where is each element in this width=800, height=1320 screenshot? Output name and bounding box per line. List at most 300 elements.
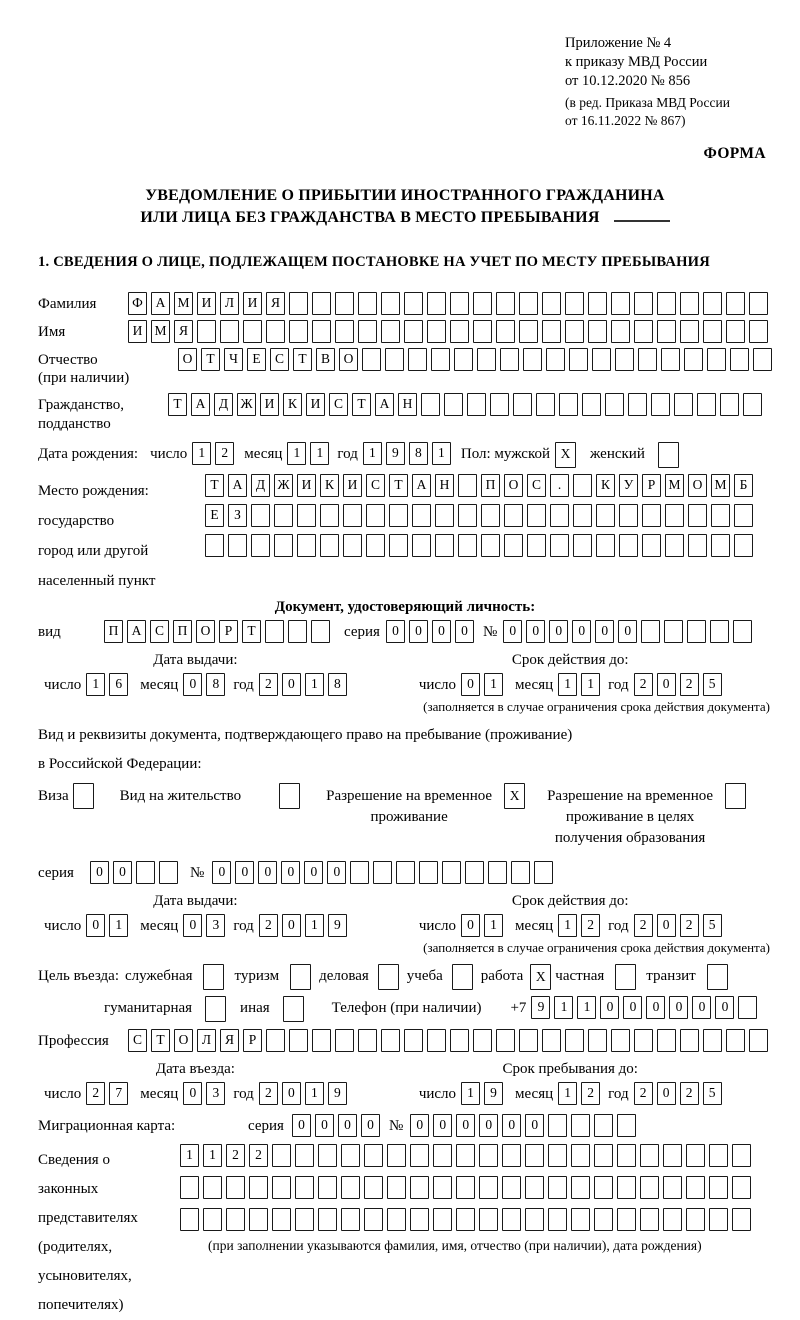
- char-cell[interactable]: 2: [581, 914, 600, 937]
- char-cell[interactable]: [73, 783, 94, 809]
- char-cell[interactable]: [726, 320, 745, 343]
- char-cell[interactable]: 0: [646, 996, 665, 1019]
- char-cell[interactable]: [272, 1176, 291, 1199]
- char-cell[interactable]: [335, 320, 354, 343]
- char-cell[interactable]: 0: [258, 861, 277, 884]
- char-cell[interactable]: 0: [409, 620, 428, 643]
- purpose-other-checkbox[interactable]: [283, 996, 304, 1022]
- char-cell[interactable]: [404, 320, 423, 343]
- char-cell[interactable]: 0: [657, 1082, 676, 1105]
- char-cell[interactable]: Т: [242, 620, 261, 643]
- char-cell[interactable]: 0: [113, 861, 132, 884]
- char-cell[interactable]: И: [260, 393, 279, 416]
- char-cell[interactable]: М: [665, 474, 684, 497]
- char-cell[interactable]: О: [504, 474, 523, 497]
- purpose-work-checkbox[interactable]: [530, 964, 551, 990]
- char-cell[interactable]: 0: [525, 1114, 544, 1137]
- char-cell[interactable]: 9: [484, 1082, 503, 1105]
- char-cell[interactable]: [243, 320, 262, 343]
- char-cell[interactable]: 1: [109, 914, 128, 937]
- char-cell[interactable]: Ж: [274, 474, 293, 497]
- char-cell[interactable]: И: [297, 474, 316, 497]
- char-cell[interactable]: К: [320, 474, 339, 497]
- char-cell[interactable]: [387, 1208, 406, 1231]
- char-cell[interactable]: [709, 1144, 728, 1167]
- char-cell[interactable]: И: [128, 320, 147, 343]
- char-cell[interactable]: 0: [183, 1082, 202, 1105]
- char-cell[interactable]: [366, 534, 385, 557]
- char-cell[interactable]: Л: [220, 292, 239, 315]
- char-cell[interactable]: Б: [734, 474, 753, 497]
- char-cell[interactable]: [588, 320, 607, 343]
- char-cell[interactable]: [496, 292, 515, 315]
- char-cell[interactable]: 0: [549, 620, 568, 643]
- char-cell[interactable]: 3: [206, 1082, 225, 1105]
- char-cell[interactable]: [703, 1029, 722, 1052]
- char-cell[interactable]: 8: [409, 442, 428, 465]
- char-cell[interactable]: [753, 348, 772, 371]
- char-cell[interactable]: [734, 504, 753, 527]
- char-cell[interactable]: [726, 1029, 745, 1052]
- char-cell[interactable]: 0: [282, 914, 301, 937]
- char-cell[interactable]: [665, 534, 684, 557]
- char-cell[interactable]: Е: [205, 504, 224, 527]
- char-cell[interactable]: [477, 348, 496, 371]
- temp-residence-edu-checkbox[interactable]: [725, 783, 746, 809]
- char-cell[interactable]: [596, 534, 615, 557]
- char-cell[interactable]: О: [688, 474, 707, 497]
- char-cell[interactable]: [274, 534, 293, 557]
- char-cell[interactable]: Я: [266, 292, 285, 315]
- char-cell[interactable]: О: [196, 620, 215, 643]
- char-cell[interactable]: [527, 504, 546, 527]
- char-cell[interactable]: [661, 348, 680, 371]
- char-cell[interactable]: [226, 1176, 245, 1199]
- char-cell[interactable]: [674, 393, 693, 416]
- char-cell[interactable]: [479, 1208, 498, 1231]
- char-cell[interactable]: [743, 393, 762, 416]
- char-cell[interactable]: С: [329, 393, 348, 416]
- char-cell[interactable]: [634, 320, 653, 343]
- char-cell[interactable]: [617, 1114, 636, 1137]
- residence-permit-checkbox[interactable]: [279, 783, 300, 809]
- char-cell[interactable]: [657, 320, 676, 343]
- char-cell[interactable]: 0: [183, 673, 202, 696]
- char-cell[interactable]: [686, 1144, 705, 1167]
- char-cell[interactable]: 2: [259, 673, 278, 696]
- char-cell[interactable]: [732, 1176, 751, 1199]
- char-cell[interactable]: [525, 1208, 544, 1231]
- char-cell[interactable]: [289, 292, 308, 315]
- char-cell[interactable]: [389, 504, 408, 527]
- char-cell[interactable]: [412, 534, 431, 557]
- char-cell[interactable]: [341, 1208, 360, 1231]
- char-cell[interactable]: [481, 534, 500, 557]
- char-cell[interactable]: [203, 1176, 222, 1199]
- char-cell[interactable]: Т: [151, 1029, 170, 1052]
- char-cell[interactable]: 5: [703, 1082, 722, 1105]
- char-cell[interactable]: [686, 1176, 705, 1199]
- char-cell[interactable]: [350, 861, 369, 884]
- char-cell[interactable]: [615, 964, 636, 990]
- char-cell[interactable]: [582, 393, 601, 416]
- char-cell[interactable]: [452, 964, 473, 990]
- sex-male-checkbox[interactable]: [555, 442, 576, 468]
- char-cell[interactable]: [651, 393, 670, 416]
- char-cell[interactable]: 1: [203, 1144, 222, 1167]
- char-cell[interactable]: [358, 292, 377, 315]
- char-cell[interactable]: 0: [461, 914, 480, 937]
- char-cell[interactable]: 0: [479, 1114, 498, 1137]
- char-cell[interactable]: З: [228, 504, 247, 527]
- char-cell[interactable]: П: [173, 620, 192, 643]
- char-cell[interactable]: [665, 504, 684, 527]
- char-cell[interactable]: [450, 320, 469, 343]
- char-cell[interactable]: Т: [293, 348, 312, 371]
- char-cell[interactable]: [205, 534, 224, 557]
- char-cell[interactable]: [680, 292, 699, 315]
- char-cell[interactable]: 5: [703, 914, 722, 937]
- char-cell[interactable]: [205, 996, 226, 1022]
- char-cell[interactable]: 0: [503, 620, 522, 643]
- char-cell[interactable]: П: [104, 620, 123, 643]
- char-cell[interactable]: Н: [435, 474, 454, 497]
- char-cell[interactable]: 0: [386, 620, 405, 643]
- char-cell[interactable]: [730, 348, 749, 371]
- char-cell[interactable]: [707, 348, 726, 371]
- char-cell[interactable]: [378, 964, 399, 990]
- char-cell[interactable]: [381, 292, 400, 315]
- char-cell[interactable]: С: [270, 348, 289, 371]
- char-cell[interactable]: [657, 1029, 676, 1052]
- char-cell[interactable]: [450, 292, 469, 315]
- char-cell[interactable]: [404, 1029, 423, 1052]
- char-cell[interactable]: 9: [328, 1082, 347, 1105]
- char-cell[interactable]: [619, 504, 638, 527]
- char-cell[interactable]: 2: [581, 1082, 600, 1105]
- char-cell[interactable]: [364, 1208, 383, 1231]
- char-cell[interactable]: 9: [328, 914, 347, 937]
- char-cell[interactable]: 2: [680, 1082, 699, 1105]
- char-cell[interactable]: [680, 1029, 699, 1052]
- char-cell[interactable]: [283, 996, 304, 1022]
- char-cell[interactable]: [550, 534, 569, 557]
- char-cell[interactable]: 1: [305, 673, 324, 696]
- char-cell[interactable]: [358, 320, 377, 343]
- char-cell[interactable]: [312, 292, 331, 315]
- char-cell[interactable]: 0: [338, 1114, 357, 1137]
- char-cell[interactable]: [611, 1029, 630, 1052]
- char-cell[interactable]: 0: [461, 673, 480, 696]
- char-cell[interactable]: [180, 1176, 199, 1199]
- char-cell[interactable]: [421, 393, 440, 416]
- char-cell[interactable]: [412, 504, 431, 527]
- char-cell[interactable]: [684, 348, 703, 371]
- char-cell[interactable]: [546, 348, 565, 371]
- char-cell[interactable]: [311, 620, 330, 643]
- char-cell[interactable]: [295, 1176, 314, 1199]
- char-cell[interactable]: Т: [205, 474, 224, 497]
- char-cell[interactable]: [320, 504, 339, 527]
- char-cell[interactable]: Р: [219, 620, 238, 643]
- char-cell[interactable]: [605, 393, 624, 416]
- char-cell[interactable]: [709, 1176, 728, 1199]
- char-cell[interactable]: [272, 1144, 291, 1167]
- char-cell[interactable]: Т: [389, 474, 408, 497]
- char-cell[interactable]: [619, 534, 638, 557]
- char-cell[interactable]: [565, 320, 584, 343]
- char-cell[interactable]: Р: [642, 474, 661, 497]
- char-cell[interactable]: 0: [455, 620, 474, 643]
- purpose-transit-checkbox[interactable]: [707, 964, 728, 990]
- char-cell[interactable]: А: [151, 292, 170, 315]
- purpose-tourism-checkbox[interactable]: [290, 964, 311, 990]
- char-cell[interactable]: 1: [484, 673, 503, 696]
- char-cell[interactable]: [295, 1208, 314, 1231]
- purpose-private-checkbox[interactable]: [615, 964, 636, 990]
- char-cell[interactable]: 0: [86, 914, 105, 937]
- char-cell[interactable]: 2: [680, 914, 699, 937]
- char-cell[interactable]: 1: [558, 914, 577, 937]
- char-cell[interactable]: [711, 534, 730, 557]
- char-cell[interactable]: 1: [192, 442, 211, 465]
- char-cell[interactable]: 9: [386, 442, 405, 465]
- char-cell[interactable]: [663, 1208, 682, 1231]
- char-cell[interactable]: 8: [206, 673, 225, 696]
- char-cell[interactable]: [473, 292, 492, 315]
- char-cell[interactable]: 1: [86, 673, 105, 696]
- char-cell[interactable]: [663, 1144, 682, 1167]
- char-cell[interactable]: 1: [310, 442, 329, 465]
- char-cell[interactable]: [709, 1208, 728, 1231]
- char-cell[interactable]: [266, 1029, 285, 1052]
- char-cell[interactable]: О: [339, 348, 358, 371]
- char-cell[interactable]: [297, 534, 316, 557]
- char-cell[interactable]: [318, 1144, 337, 1167]
- char-cell[interactable]: [444, 393, 463, 416]
- char-cell[interactable]: А: [412, 474, 431, 497]
- char-cell[interactable]: [594, 1208, 613, 1231]
- char-cell[interactable]: [496, 320, 515, 343]
- char-cell[interactable]: 2: [249, 1144, 268, 1167]
- purpose-business-checkbox[interactable]: [378, 964, 399, 990]
- char-cell[interactable]: 0: [502, 1114, 521, 1137]
- char-cell[interactable]: [640, 1144, 659, 1167]
- char-cell[interactable]: 2: [634, 673, 653, 696]
- char-cell[interactable]: [519, 320, 538, 343]
- char-cell[interactable]: [410, 1176, 429, 1199]
- char-cell[interactable]: [749, 320, 768, 343]
- char-cell[interactable]: [358, 1029, 377, 1052]
- char-cell[interactable]: [502, 1176, 521, 1199]
- char-cell[interactable]: [249, 1208, 268, 1231]
- char-cell[interactable]: [559, 393, 578, 416]
- char-cell[interactable]: 0: [618, 620, 637, 643]
- char-cell[interactable]: 0: [600, 996, 619, 1019]
- char-cell[interactable]: Ч: [224, 348, 243, 371]
- char-cell[interactable]: [458, 474, 477, 497]
- char-cell[interactable]: [279, 783, 300, 809]
- char-cell[interactable]: [525, 1144, 544, 1167]
- char-cell[interactable]: В: [316, 348, 335, 371]
- char-cell[interactable]: [481, 504, 500, 527]
- char-cell[interactable]: [500, 348, 519, 371]
- char-cell[interactable]: Т: [168, 393, 187, 416]
- char-cell[interactable]: [658, 442, 679, 468]
- sex-female-checkbox[interactable]: [658, 442, 679, 468]
- char-cell[interactable]: [197, 320, 216, 343]
- char-cell[interactable]: [571, 1208, 590, 1231]
- char-cell[interactable]: [290, 964, 311, 990]
- char-cell[interactable]: [343, 534, 362, 557]
- char-cell[interactable]: [249, 1176, 268, 1199]
- char-cell[interactable]: [527, 534, 546, 557]
- char-cell[interactable]: 2: [634, 914, 653, 937]
- char-cell[interactable]: Т: [352, 393, 371, 416]
- char-cell[interactable]: [688, 504, 707, 527]
- char-cell[interactable]: [588, 1029, 607, 1052]
- char-cell[interactable]: [569, 348, 588, 371]
- char-cell[interactable]: [435, 504, 454, 527]
- char-cell[interactable]: 1: [558, 673, 577, 696]
- char-cell[interactable]: 3: [206, 914, 225, 937]
- char-cell[interactable]: [272, 1208, 291, 1231]
- char-cell[interactable]: 0: [315, 1114, 334, 1137]
- char-cell[interactable]: [251, 534, 270, 557]
- char-cell[interactable]: [251, 504, 270, 527]
- char-cell[interactable]: [458, 504, 477, 527]
- char-cell[interactable]: Л: [197, 1029, 216, 1052]
- char-cell[interactable]: [473, 320, 492, 343]
- char-cell[interactable]: М: [174, 292, 193, 315]
- char-cell[interactable]: [594, 1114, 613, 1137]
- char-cell[interactable]: [588, 292, 607, 315]
- char-cell[interactable]: [519, 292, 538, 315]
- char-cell[interactable]: 1: [581, 673, 600, 696]
- char-cell[interactable]: С: [150, 620, 169, 643]
- char-cell[interactable]: [396, 861, 415, 884]
- char-cell[interactable]: [542, 1029, 561, 1052]
- char-cell[interactable]: [442, 861, 461, 884]
- char-cell[interactable]: Е: [247, 348, 266, 371]
- char-cell[interactable]: [265, 620, 284, 643]
- char-cell[interactable]: Ж: [237, 393, 256, 416]
- char-cell[interactable]: [320, 534, 339, 557]
- char-cell[interactable]: 0: [669, 996, 688, 1019]
- char-cell[interactable]: Н: [398, 393, 417, 416]
- char-cell[interactable]: 0: [657, 673, 676, 696]
- char-cell[interactable]: 0: [456, 1114, 475, 1137]
- char-cell[interactable]: [663, 1176, 682, 1199]
- char-cell[interactable]: И: [243, 292, 262, 315]
- char-cell[interactable]: [707, 964, 728, 990]
- char-cell[interactable]: А: [375, 393, 394, 416]
- char-cell[interactable]: [573, 474, 592, 497]
- char-cell[interactable]: 1: [554, 996, 573, 1019]
- char-cell[interactable]: [725, 783, 746, 809]
- char-cell[interactable]: 2: [259, 1082, 278, 1105]
- char-cell[interactable]: 0: [327, 861, 346, 884]
- char-cell[interactable]: [458, 534, 477, 557]
- temp-residence-checkbox[interactable]: [504, 783, 525, 809]
- char-cell[interactable]: [295, 1144, 314, 1167]
- char-cell[interactable]: 2: [215, 442, 234, 465]
- char-cell[interactable]: [364, 1144, 383, 1167]
- char-cell[interactable]: [592, 348, 611, 371]
- char-cell[interactable]: [180, 1208, 199, 1231]
- char-cell[interactable]: 0: [361, 1114, 380, 1137]
- char-cell[interactable]: [433, 1208, 452, 1231]
- char-cell[interactable]: Д: [214, 393, 233, 416]
- char-cell[interactable]: [465, 861, 484, 884]
- char-cell[interactable]: 1: [180, 1144, 199, 1167]
- char-cell[interactable]: А: [191, 393, 210, 416]
- char-cell[interactable]: [289, 1029, 308, 1052]
- char-cell[interactable]: 0: [183, 914, 202, 937]
- char-cell[interactable]: [502, 1144, 521, 1167]
- char-cell[interactable]: [433, 1144, 452, 1167]
- char-cell[interactable]: А: [127, 620, 146, 643]
- char-cell[interactable]: 0: [282, 673, 301, 696]
- char-cell[interactable]: 0: [292, 1114, 311, 1137]
- char-cell[interactable]: [318, 1208, 337, 1231]
- char-cell[interactable]: [381, 320, 400, 343]
- char-cell[interactable]: 0: [304, 861, 323, 884]
- char-cell[interactable]: [266, 320, 285, 343]
- char-cell[interactable]: [523, 348, 542, 371]
- char-cell[interactable]: [548, 1208, 567, 1231]
- char-cell[interactable]: [720, 393, 739, 416]
- char-cell[interactable]: [525, 1176, 544, 1199]
- char-cell[interactable]: [573, 534, 592, 557]
- char-cell[interactable]: [513, 393, 532, 416]
- char-cell[interactable]: [536, 393, 555, 416]
- char-cell[interactable]: [534, 861, 553, 884]
- char-cell[interactable]: 0: [657, 914, 676, 937]
- char-cell[interactable]: 0: [281, 861, 300, 884]
- char-cell[interactable]: [362, 348, 381, 371]
- char-cell[interactable]: 0: [235, 861, 254, 884]
- char-cell[interactable]: 0: [623, 996, 642, 1019]
- char-cell[interactable]: [408, 348, 427, 371]
- char-cell[interactable]: [427, 292, 446, 315]
- char-cell[interactable]: [335, 1029, 354, 1052]
- char-cell[interactable]: [387, 1144, 406, 1167]
- char-cell[interactable]: 0: [595, 620, 614, 643]
- char-cell[interactable]: 1: [305, 914, 324, 937]
- char-cell[interactable]: [318, 1176, 337, 1199]
- char-cell[interactable]: [732, 1144, 751, 1167]
- char-cell[interactable]: [504, 504, 523, 527]
- char-cell[interactable]: [274, 504, 293, 527]
- char-cell[interactable]: [502, 1208, 521, 1231]
- char-cell[interactable]: [467, 393, 486, 416]
- char-cell[interactable]: У: [619, 474, 638, 497]
- char-cell[interactable]: [410, 1208, 429, 1231]
- char-cell[interactable]: [680, 320, 699, 343]
- char-cell[interactable]: [734, 534, 753, 557]
- char-cell[interactable]: 0: [433, 1114, 452, 1137]
- char-cell[interactable]: [387, 1176, 406, 1199]
- char-cell[interactable]: [749, 1029, 768, 1052]
- char-cell[interactable]: [220, 320, 239, 343]
- char-cell[interactable]: [634, 292, 653, 315]
- char-cell[interactable]: [548, 1114, 567, 1137]
- char-cell[interactable]: 0: [282, 1082, 301, 1105]
- char-cell[interactable]: Я: [174, 320, 193, 343]
- char-cell[interactable]: [343, 504, 362, 527]
- char-cell[interactable]: [548, 1144, 567, 1167]
